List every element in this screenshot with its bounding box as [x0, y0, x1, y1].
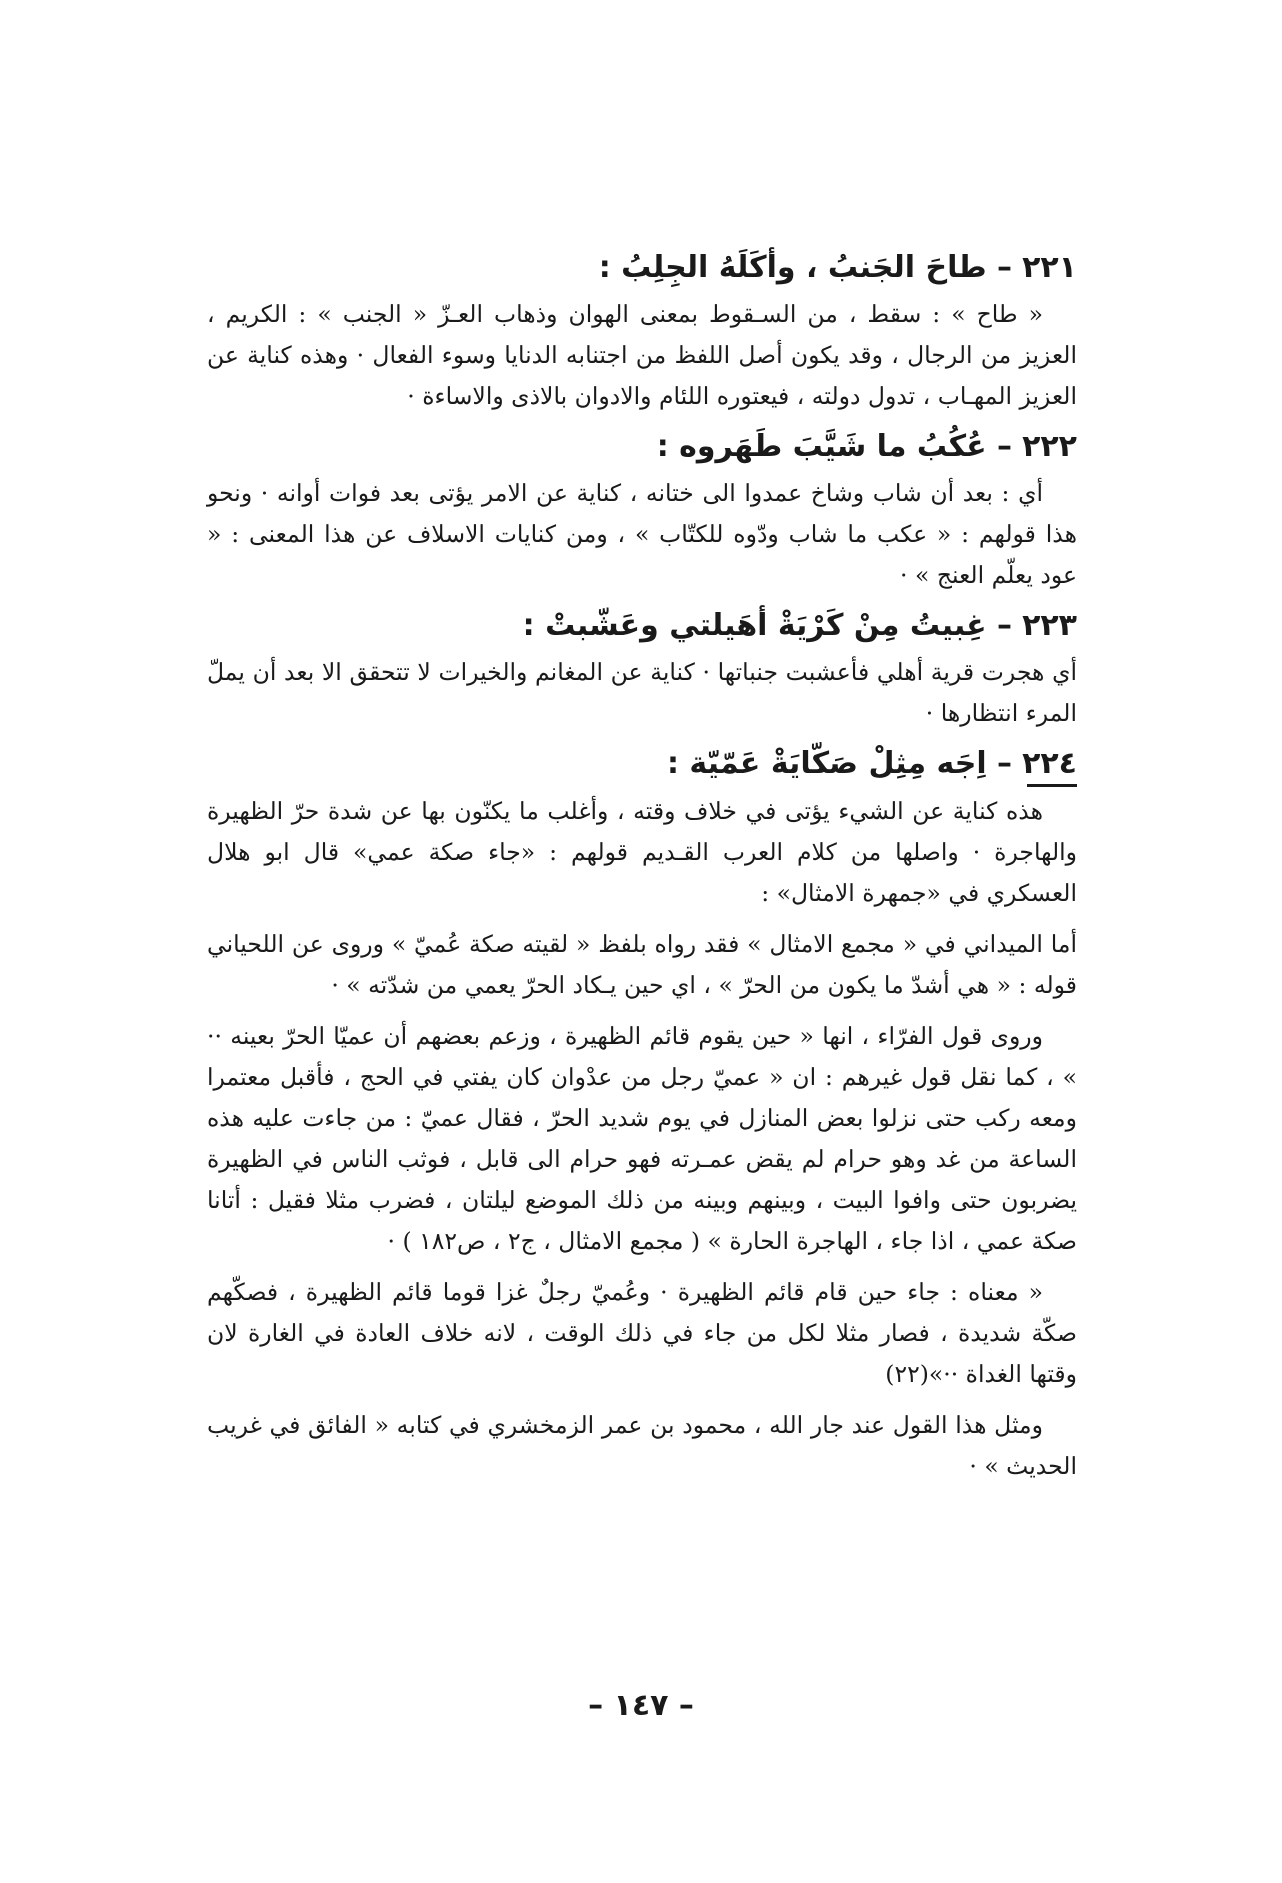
- entry-heading: [207, 606, 1077, 646]
- entry-number: ٢٢٢: [1022, 429, 1077, 464]
- entry-221: [207, 248, 1077, 417]
- entry-paragraph: أي هجرت قرية أهلي فأعشبت جنباتها · كناية عن المغانم والخيرات لا تتحقق الا بعد أن يملّ المرء انتظارها ·: [207, 658, 1077, 727]
- entry-paragraph: أي : بعد أن شاب وشاخ عمدوا الى ختانه ، كناية عن الامر يؤتى بعد فوات أوانه · ونحو هذا قولهم : « عكب ما شاب ودّوه للكتّاب » ، ومن كنايات الاسلاف عن هذا المعنى : « عود يعلّم العنج » ·: [207, 479, 1077, 589]
- entry-222: [207, 427, 1077, 596]
- entry-title: – طاحَ الجَنبُ ، وأكَلَهُ الجِلِبُ :: [598, 250, 1013, 285]
- entry-title: – اِجَه مِثِلْ صَكّايَةْ عَمّيّة :: [666, 746, 1013, 781]
- heading-underline: [1027, 784, 1077, 787]
- entry-heading: [207, 744, 1077, 784]
- quote-paragraph: « معناه : جاء حين قام قائم الظهيرة · وعُميّ رجلٌ غزا قوما قائم الظهيرة ، فصكّهم صكّة شديدة ، فصار مثلا لكل من جاء في ذلك الوقت ، لانه خلاف العادة في الغارة لان وقتها الغداة ··»(٢٢): [207, 1278, 1077, 1388]
- entry-title: – عُكُبُ ما شَيَّبَ طَهَروه :: [656, 429, 1013, 464]
- entry-heading: [207, 248, 1077, 288]
- entry-number: ٢٢٣: [1022, 608, 1077, 643]
- page-text: [207, 248, 1077, 1487]
- page-number: – ١٤٧ –: [588, 1688, 694, 1723]
- entry-paragraph: « طاح » : سقط ، من السـقوط بمعنى الهوان وذهاب العـزّ « الجنب » : الكريم ، العزيز من الرجال ، وقد يكون أصل اللفظ من اجتنابه الدنايا وسوء الفعال · وهذه كناية عن العزيز المهـاب ، تدول دولته ، فيعتوره اللئام والادوان بالاذى والاساءة ·: [207, 300, 1077, 410]
- entry-heading: [207, 427, 1077, 467]
- entry-paragraph: أما الميداني في « مجمع الامثال » فقد رواه بلفظ « لقيته صكة عُميّ » وروى عن اللحياني قوله : « هي أشدّ ما يكون من الحرّ » ، اي حين يـكاد الحرّ يعمي من شدّته » ·: [207, 930, 1077, 999]
- entry-title: – غِبيتُ مِنْ كَرْيَةْ أهَيلتي وعَشّبتْ :: [522, 608, 1013, 643]
- entry-paragraph: وروى قول الفرّاء ، انها « حين يقوم قائم الظهيرة ، وزعم بعضهم أن عميّا الحرّ بعينه ·· » ، كما نقل قول غيرهم : ان « عميّ رجل من عدْوان كان يفتي في الحج ، فأقبل معتمرا ومعه ركب حتى نزلوا بعض المنازل في يوم شديد الحرّ ، فقال عميّ : من جاءت عليه هذه الساعة من غد وهو حرام لم يقض عمـرته فهو حرام الى قابل ، فوثب الناس في الظهيرة يضربون حتى وافوا البيت ، وبينهم وبينه من ذلك الموضع ليلتان ، فضرب مثلا فقيل : أتانا صكة عمي ، اذا جاء ، الهاجرة الحارة » ( مجمع الامثال ، ج٢ ، ص١٨٢ ) ·: [207, 1022, 1077, 1255]
- entry-number: ٢٢١: [1022, 250, 1077, 285]
- entry-224: [207, 744, 1077, 1487]
- entry-paragraph: هذه كناية عن الشيء يؤتى في خلاف وقته ، وأغلب ما يكنّون بها عن شدة حرّ الظهيرة والهاجرة · واصلها من كلام العرب القـديم قولهم : «جاء صكة عمي» قال ابو هلال العسكري في «جمهرة الامثال» :: [207, 797, 1077, 907]
- entry-223: [207, 606, 1077, 734]
- entry-paragraph: ومثل هذا القول عند جار الله ، محمود بن عمر الزمخشري في كتابه « الفائق في غريب الحديث » ·: [207, 1411, 1077, 1480]
- entry-number: ٢٢٤: [1022, 746, 1077, 781]
